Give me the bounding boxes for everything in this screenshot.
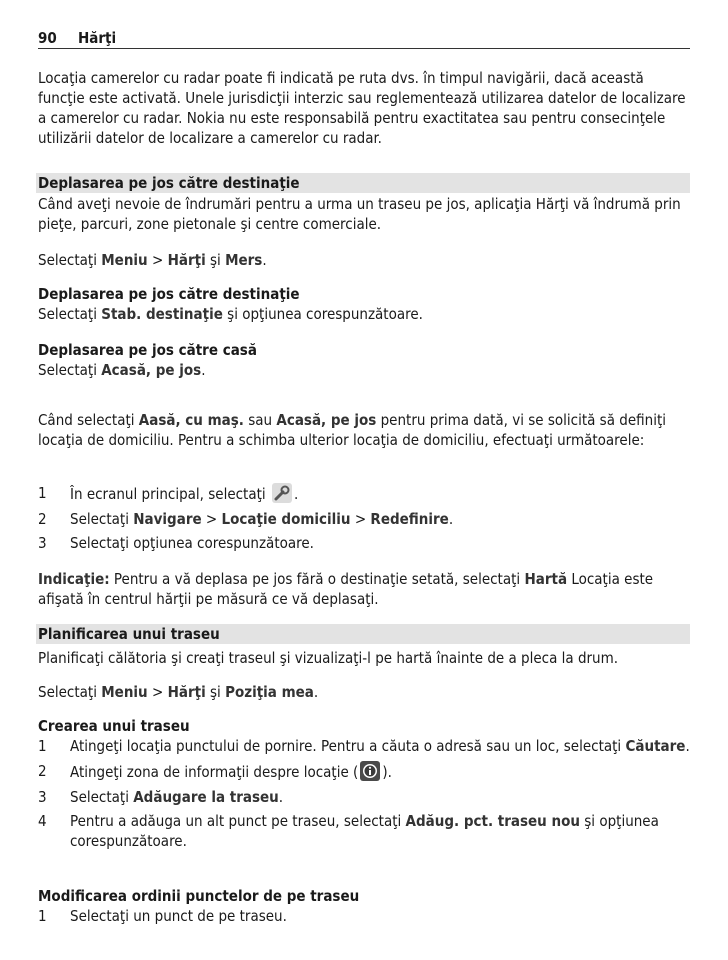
section-heading-walk: Deplasarea pe jos către destinaţie [36, 173, 690, 193]
list-item [38, 761, 690, 782]
text: Selectaţi [38, 305, 102, 323]
list-item [38, 533, 690, 553]
menu-label: Meniu [101, 251, 148, 269]
text: În ecranul principal, selectaţi [70, 485, 270, 503]
walk-paragraph [38, 194, 690, 234]
text: şi [205, 251, 226, 269]
intro-text: Locaţia camerelor cu radar poate fi indicată pe ruta dvs. în timpul navigării, dacă această funcţie este activată. Unele jurisdicţii interzic sau reglementează utilizarea datelor de localizare a camerelor cu radar. Nokia nu este responsabilă pentru exactitatea sau pentru consecinţele utilizării datelor de localizare a camerelor cu radar. [38, 69, 686, 147]
reorder-route [38, 886, 690, 926]
mers-label: Mers [225, 251, 263, 269]
walk-select-line [38, 250, 690, 270]
tip-paragraph [38, 569, 690, 609]
walk-text: Când aveţi nevoie de îndrumări pentru a urma un traseu pe jos, aplicaţia Hărţi vă îndrumă prin pieţe, parcuri, zone pietonale şi centre comerciale. [38, 195, 681, 233]
navigation-label: Navigare [133, 510, 202, 528]
home-steps [38, 483, 690, 553]
redefine-label: Redefinire [370, 510, 449, 528]
text: şi opţiunea corespunzătoare. [222, 305, 423, 323]
text: Selectaţi [70, 510, 134, 528]
plan-select-line [38, 682, 690, 702]
text: . [293, 485, 299, 503]
text: > [147, 251, 168, 269]
item-number: 4 [38, 812, 47, 830]
text: ). [382, 763, 392, 781]
text: Selectaţi opţiunea corespunzătoare. [70, 534, 314, 552]
maps-label: Hărţi [167, 683, 206, 701]
text: şi [205, 683, 226, 701]
list-item [38, 906, 690, 926]
text: > [147, 683, 168, 701]
text: pentru prima dată, vi se solicită să definiţi locaţia de domiciliu. Pentru a schimba ulterior locaţia de domiciliu, efectuaţi următoarele: [38, 411, 666, 449]
add-route-point-label: Adăug. pct. traseu nou [405, 812, 580, 830]
sub-dest [38, 284, 690, 324]
text: sau [243, 411, 277, 429]
subheading-home: Deplasarea pe jos către casă [38, 341, 257, 359]
text: Selectaţi un punct de pe traseu. [70, 907, 287, 925]
item-number: 1 [38, 907, 47, 925]
item-number: 1 [38, 484, 47, 502]
section-heading-plan: Planificarea unui traseu [36, 624, 690, 644]
text: . [201, 361, 206, 379]
create-route [38, 716, 690, 851]
set-destination-label: Stab. destinaţie [101, 305, 223, 323]
plan-text: Planificaţi călătoria şi creaţi traseul şi vizualizaţi-l pe hartă înainte de a pleca la drum. [38, 649, 619, 667]
item-number: 3 [38, 788, 47, 806]
wrench-icon [272, 483, 292, 503]
text: Atingeţi zona de informaţii despre locaţie ( [70, 763, 359, 781]
my-position-label: Poziţia mea [225, 683, 314, 701]
item-number: 2 [38, 762, 47, 780]
text: > [350, 510, 371, 528]
list-item [38, 736, 690, 756]
maps-label: Hărţi [167, 251, 206, 269]
plan-paragraph [38, 648, 690, 668]
subheading-reorder: Modificarea ordinii punctelor de pe traseu [38, 887, 360, 905]
add-to-route-label: Adăugare la traseu [133, 788, 279, 806]
list-item [38, 509, 690, 529]
text: Pentru a vă deplasa pe jos fără o destinaţie setată, selectaţi [109, 570, 525, 588]
item-number: 3 [38, 534, 47, 552]
home-location-label: Locaţie domiciliu [221, 510, 351, 528]
page-header [38, 28, 690, 49]
text: > [201, 510, 222, 528]
text: . [313, 683, 319, 701]
home-paragraph [38, 410, 690, 450]
subheading-dest: Deplasarea pe jos către destinaţie [38, 285, 300, 303]
text: . [448, 510, 454, 528]
text: Selectaţi [38, 361, 102, 379]
tip-label: Indicaţie: [38, 570, 110, 588]
section-title: Hărţi [78, 29, 117, 47]
text: şi opţiunea corespunzătoare. [70, 812, 659, 850]
text: Selectaţi [70, 788, 134, 806]
map-label: Hartă [524, 570, 568, 588]
item-number: 1 [38, 737, 47, 755]
list-item [38, 483, 690, 504]
item-number: 2 [38, 510, 47, 528]
menu-label: Meniu [101, 683, 148, 701]
text: Selectaţi [38, 683, 102, 701]
list-item [38, 811, 690, 851]
walk-home-label: Acasă, pe jos [101, 361, 202, 379]
text: . [278, 788, 284, 806]
page-number: 90 [38, 29, 57, 47]
text: . [685, 737, 690, 755]
search-label: Căutare [625, 737, 686, 755]
subheading-create-route: Crearea unui traseu [38, 717, 190, 735]
info-icon [360, 761, 380, 781]
intro-paragraph [38, 68, 690, 148]
list-item [38, 787, 690, 807]
sub-home [38, 340, 690, 380]
drive-home-label: Aasă, cu maş. [138, 411, 244, 429]
text: Pentru a adăuga un alt punct pe traseu, selectaţi [70, 812, 406, 830]
walk-home-label-2: Acasă, pe jos [276, 411, 377, 429]
text: . [262, 251, 267, 269]
text: Când selectaţi [38, 411, 139, 429]
text: Atingeţi locaţia punctului de pornire. Pentru a căuta o adresă sau un loc, selectaţi [70, 737, 626, 755]
text: Locaţia este afişată în centrul hărţii pe măsură ce vă deplasaţi. [38, 570, 654, 608]
text: Selectaţi [38, 251, 102, 269]
